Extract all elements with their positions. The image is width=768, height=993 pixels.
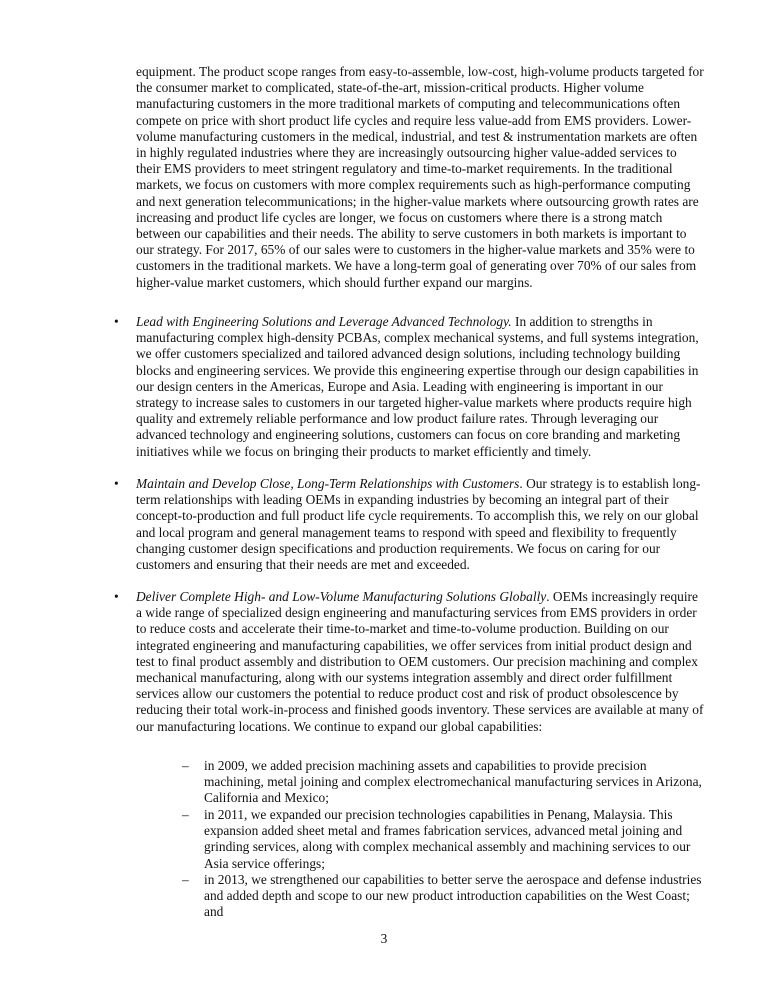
dash-icon: – <box>182 872 189 887</box>
bullet-icon: • <box>114 589 119 604</box>
bullet-text: In addition to strengths in manufacturing complex high-density PCBAs, complex mechanical systems, and full systems integration, we offer customers specialized and tailored advanced design solutions, including technology building blocks and engineering services. We provide this engineering expertise through our design capabilities in our design centers in the Americas, Europe and Asia. Leading with engineering is important in our strategy to increase sales to customers in our targeted higher-value markets where products require high quality and extremely reliable performance and low product failure rates. Through leveraging our advanced technology and engineering solutions, customers can focus on core branding and marketing initiatives while we focus on bringing their products to market efficiently and timely. <box>136 314 699 459</box>
sub-list-item <box>182 872 709 921</box>
dash-icon: – <box>182 758 189 773</box>
sub-item-text: in 2009, we added precision machining assets and capabilities to provide precision machining, metal joining and complex electromechanical manufacturing services in Arizona, California and Mexico; <box>204 758 702 806</box>
bullet-text: . OEMs increasingly require a wide range of specialized design engineering and manufacturing services from EMS providers in order to reduce costs and accelerate their time-to-market and time-to-volume production. Building on our integrated engineering and manufacturing capabilities, we offer services from initial product design and test to final product assembly and distribution to OEM customers. Our precision machining and complex mechanical manufacturing, along with our systems integration assembly and direct order fulfillment services allow our customers the potential to reduce product cost and risk of product obsolescence by reducing their total work-in-process and finished goods inventory. These services are available at many of our manufacturing locations. We continue to expand our global capabilities: <box>136 589 704 734</box>
bullet-title: Maintain and Develop Close, Long-Term Relationships with Customers <box>136 476 520 491</box>
intro-paragraph: equipment. The product scope ranges from easy-to-assemble, low-cost, high-volume products targeted for the consumer market to complicated, state-of-the-art, mission-critical products. Higher volume manufacturing customers in the more traditional markets of computing and telecommunications often compete on price with short product life cycles and require less value-add from EMS providers. Lower-volume manufacturing customers in the medical, industrial, and test & instrumentation markets are often in highly regulated industries where they are increasingly outsourcing higher value-added services to their EMS providers to meet stringent regulatory and time-to-market requirements. In the traditional markets, we focus on customers with more complex requirements such as high-performance computing and next generation telecommunications; in the higher-value markets where outsourcing growth rates are increasing and product life cycles are longer, we focus on customers where there is a strong match between our capabilities and their needs. The ability to serve customers in both markets is important to our strategy. For 2017, 65% of our sales were to customers in the higher-value markets and 35% were to customers in the traditional markets. We have a long-term goal of generating over 70% of our sales from higher-value market customers, which should further expand our margins. <box>136 64 704 290</box>
sub-item-text: in 2011, we expanded our precision technologies capabilities in Penang, Malaysia. This expansion added sheet metal and frames fabrication services, advanced metal joining and grinding services, along with complex mechanical assembly and machining services to our Asia service offerings; <box>204 807 691 871</box>
bullet-item <box>114 589 704 735</box>
bullet-item <box>114 476 704 573</box>
bullet-title: Lead with Engineering Solutions and Leverage Advanced Technology. <box>136 314 512 329</box>
sub-list-item <box>182 807 709 872</box>
bullet-text: . Our strategy is to establish long-term relationships with leading OEMs in expanding industries by becoming an integral part of their concept-to-production and full product life cycle requirements. To accomplish this, we rely on our global and local program and general management teams to respond with speed and flexibility to frequently changing customer design specifications and production requirements. We focus on caring for our customers and ensuring that their needs are met and exceeded. <box>136 476 701 573</box>
bullet-title: Deliver Complete High- and Low-Volume Manufacturing Solutions Globally <box>136 589 547 604</box>
sub-list-item <box>182 758 709 807</box>
dash-icon: – <box>182 807 189 822</box>
bullet-icon: • <box>114 476 119 491</box>
bullet-icon: • <box>114 314 119 329</box>
bullet-item <box>114 314 704 460</box>
page-number: 3 <box>380 931 388 946</box>
sub-item-text: in 2013, we strengthened our capabilities to better serve the aerospace and defense industries and added depth and scope to our new product introduction capabilities on the West Coast; and <box>204 872 702 920</box>
